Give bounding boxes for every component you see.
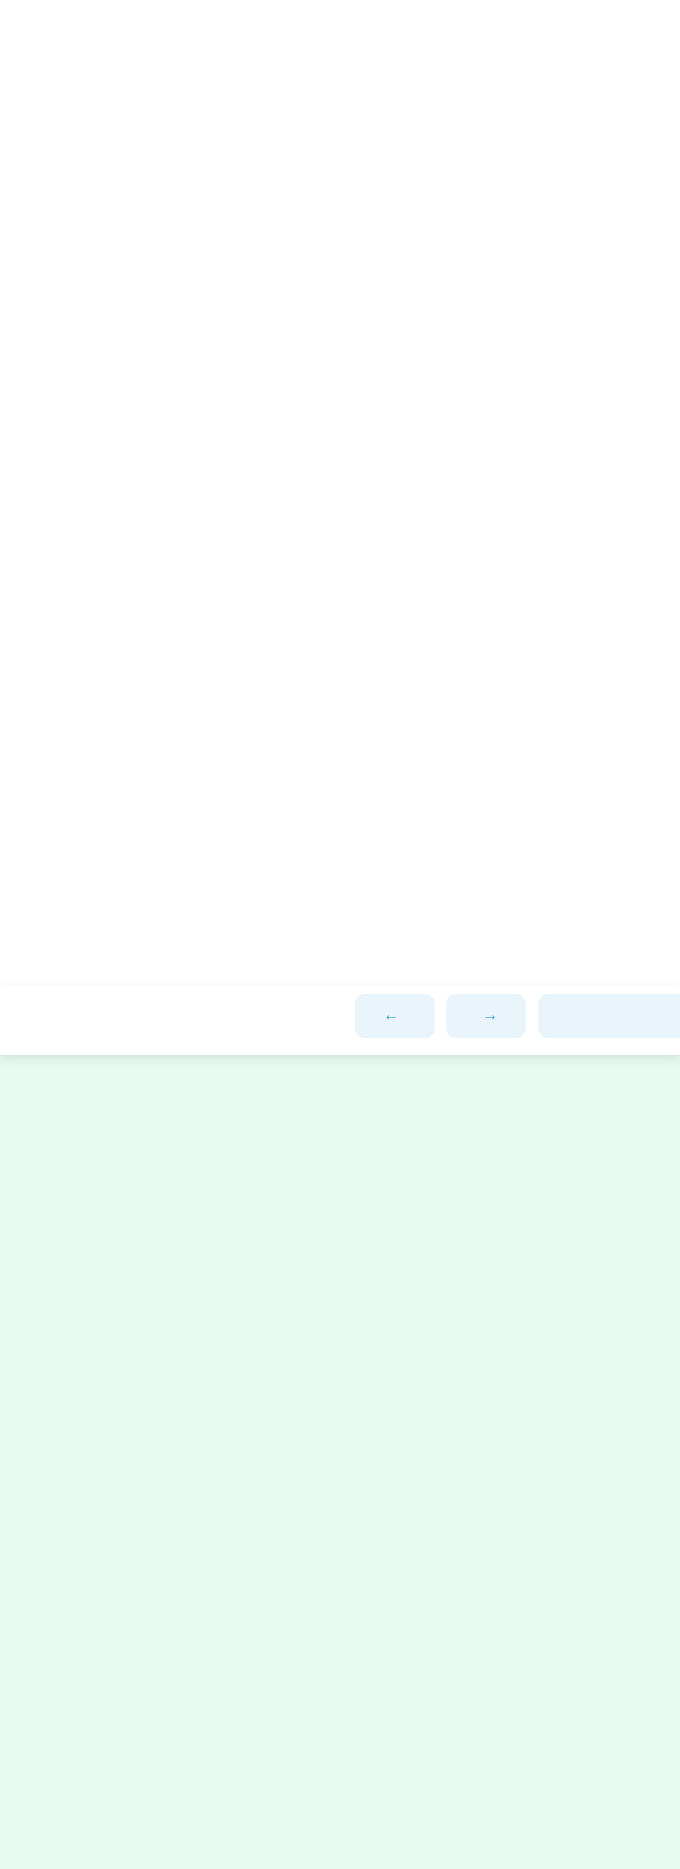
next-exercise-button[interactable] (446, 994, 526, 1038)
answer-green-panel (0, 1055, 680, 1869)
green-lines (0, 1055, 680, 1061)
exercise-header (0, 985, 680, 1055)
arrow-left-icon: ← (383, 1007, 399, 1024)
all-exercises-button[interactable] (538, 994, 680, 1038)
arrow-right-icon: → (482, 1007, 498, 1024)
prev-exercise-button[interactable] (355, 994, 435, 1038)
